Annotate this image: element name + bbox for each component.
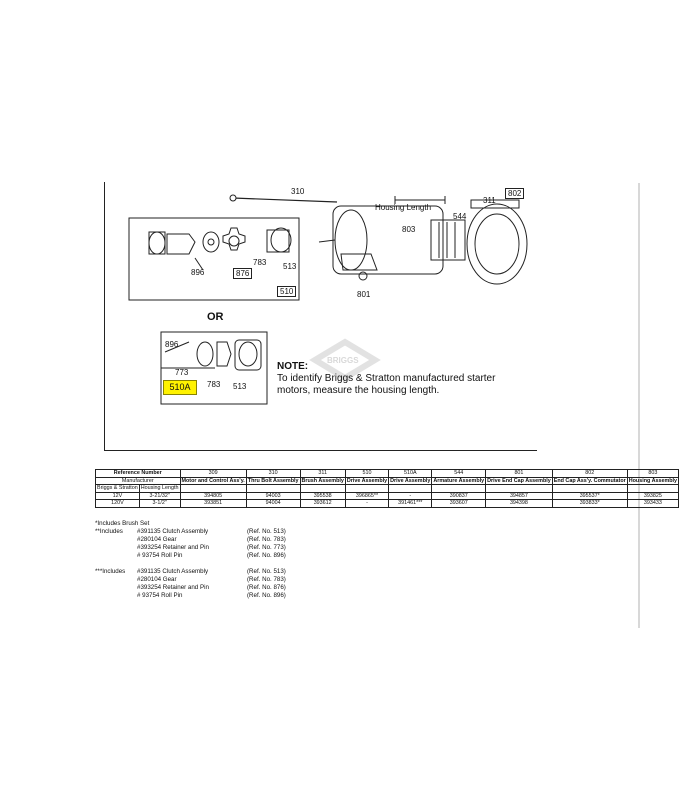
part-label-544: 544 bbox=[453, 212, 467, 221]
ref-number-header: Reference Number bbox=[96, 470, 181, 478]
footnote-ref: (Ref. No. 513) bbox=[247, 568, 286, 575]
manufacturer-header: Manufacturer bbox=[96, 477, 181, 485]
note-block bbox=[277, 361, 527, 397]
table-header-row-sub bbox=[96, 485, 679, 493]
col-drive-alt: Drive Assembly bbox=[390, 477, 431, 484]
footnote-text: #393254 Retainer and Pin bbox=[137, 584, 209, 591]
footnote-text: #280104 Gear bbox=[137, 536, 177, 543]
footnote-ref: (Ref. No. 783) bbox=[247, 576, 286, 583]
cell: 395537* bbox=[552, 492, 627, 500]
list-item bbox=[95, 568, 395, 576]
footnote-text: #393254 Retainer and Pin bbox=[137, 544, 209, 551]
ref-801: 801 bbox=[486, 470, 553, 478]
part-label-896-alt: 896 bbox=[165, 340, 179, 349]
cell: 393433 bbox=[627, 500, 678, 508]
cell: 393612 bbox=[300, 500, 345, 508]
footnote-text: #391135 Clutch Assembly bbox=[137, 568, 209, 575]
row-voltage: 120V bbox=[96, 500, 140, 508]
table-header-row-ref bbox=[96, 470, 679, 478]
cell: 94003 bbox=[246, 492, 300, 500]
housing-length-col: Housing Length bbox=[140, 485, 179, 491]
cell: 390837 bbox=[432, 492, 486, 500]
ref-311: 311 bbox=[300, 470, 345, 478]
list-item bbox=[95, 584, 395, 592]
table-row bbox=[96, 500, 679, 508]
row-voltage: 12V bbox=[96, 492, 140, 500]
cell: 94004 bbox=[246, 500, 300, 508]
footnotes bbox=[95, 520, 395, 600]
part-label-803: 803 bbox=[402, 225, 416, 234]
col-housing: Housing Assembly bbox=[628, 477, 678, 484]
part-label-311: 311 bbox=[483, 196, 496, 205]
col-armature: Armature Assembly bbox=[433, 477, 485, 484]
col-motor: Motor and Control Ass'y. bbox=[181, 477, 245, 484]
part-label-773: 773 bbox=[175, 368, 189, 377]
col-thru-bolt: Thru Bolt Assembly bbox=[247, 477, 299, 484]
ref-310: 310 bbox=[246, 470, 300, 478]
ref-309: 309 bbox=[180, 470, 246, 478]
footnote-prefix: **Includes bbox=[95, 528, 123, 535]
footnote-text: #391135 Clutch Assembly bbox=[137, 528, 209, 535]
part-label-876: 876 bbox=[233, 268, 252, 279]
part-label-783-alt: 783 bbox=[207, 380, 221, 389]
ref-510: 510 bbox=[345, 470, 388, 478]
col-end-cap: End Cap Ass'y. Commutator bbox=[553, 477, 626, 484]
footnote-ref: (Ref. No. 896) bbox=[247, 552, 286, 559]
ref-803: 803 bbox=[627, 470, 678, 478]
starter-motor-exploded-diagram bbox=[104, 182, 537, 451]
footnote-ref: (Ref. No. 783) bbox=[247, 536, 286, 543]
list-item bbox=[95, 528, 395, 536]
cell: 394805 bbox=[180, 492, 246, 500]
list-item bbox=[95, 552, 395, 560]
part-label-802: 802 bbox=[505, 188, 524, 199]
cell: 393825 bbox=[627, 492, 678, 500]
note-title: NOTE: bbox=[277, 361, 309, 372]
list-item bbox=[95, 544, 395, 552]
list-item bbox=[95, 576, 395, 584]
col-drive-end-cap: Drive End Cap Assembly bbox=[487, 477, 551, 484]
footnote-text: #280104 Gear bbox=[137, 576, 177, 583]
part-label-801: 801 bbox=[357, 290, 371, 299]
cell: 393607 bbox=[432, 500, 486, 508]
footnote-ref: (Ref. No. 773) bbox=[247, 544, 286, 551]
footnote-text: # 93754 Roll Pin bbox=[137, 552, 183, 559]
row-length: 3-21/32" bbox=[139, 492, 180, 500]
cell: 394398 bbox=[486, 500, 553, 508]
list-item bbox=[95, 592, 395, 600]
part-label-783: 783 bbox=[253, 258, 267, 267]
part-label-513: 513 bbox=[283, 262, 297, 271]
list-item bbox=[95, 536, 395, 544]
col-drive: Drive Assembly bbox=[346, 477, 388, 484]
or-label: OR bbox=[207, 311, 224, 323]
col-brush: Brush Assembly bbox=[301, 477, 344, 484]
ref-510a: 510A bbox=[389, 470, 432, 478]
ref-802: 802 bbox=[552, 470, 627, 478]
cell: 393851 bbox=[180, 500, 246, 508]
part-label-896: 896 bbox=[191, 268, 205, 277]
table-header-row-names bbox=[96, 477, 679, 485]
cell: - bbox=[345, 500, 388, 508]
part-label-510a-highlighted: 510A bbox=[163, 380, 197, 395]
cell: 391461*** bbox=[389, 500, 432, 508]
ref-544: 544 bbox=[432, 470, 486, 478]
part-label-310: 310 bbox=[291, 187, 305, 196]
table-row bbox=[96, 492, 679, 500]
row-length: 3-1/2" bbox=[139, 500, 180, 508]
footnote-prefix: ***Includes bbox=[95, 568, 126, 575]
page-edge bbox=[638, 183, 640, 628]
watermark-logo-text: BRIGGS bbox=[327, 356, 359, 365]
note-text: To identify Briggs & Stratton manufactured starter motors, measure the housing length. bbox=[277, 373, 496, 396]
housing-length-label: Housing Length bbox=[375, 203, 432, 212]
cell: 395538 bbox=[300, 492, 345, 500]
footnote-brush: *Includes Brush Set bbox=[95, 520, 150, 527]
footnote-ref: (Ref. No. 896) bbox=[247, 592, 286, 599]
bs-label: Briggs & Stratton bbox=[97, 485, 138, 491]
part-label-510: 510 bbox=[277, 286, 296, 297]
parts-reference-table bbox=[95, 469, 679, 508]
diagram-drawing bbox=[105, 182, 537, 450]
cell: - bbox=[389, 492, 432, 500]
cell: 396865** bbox=[345, 492, 388, 500]
cell: 394857 bbox=[486, 492, 553, 500]
footnote-text: # 93754 Roll Pin bbox=[137, 592, 183, 599]
cell: 393833* bbox=[552, 500, 627, 508]
part-label-513-alt: 513 bbox=[233, 382, 247, 391]
footnote-ref: (Ref. No. 876) bbox=[247, 584, 286, 591]
footnote-ref: (Ref. No. 513) bbox=[247, 528, 286, 535]
